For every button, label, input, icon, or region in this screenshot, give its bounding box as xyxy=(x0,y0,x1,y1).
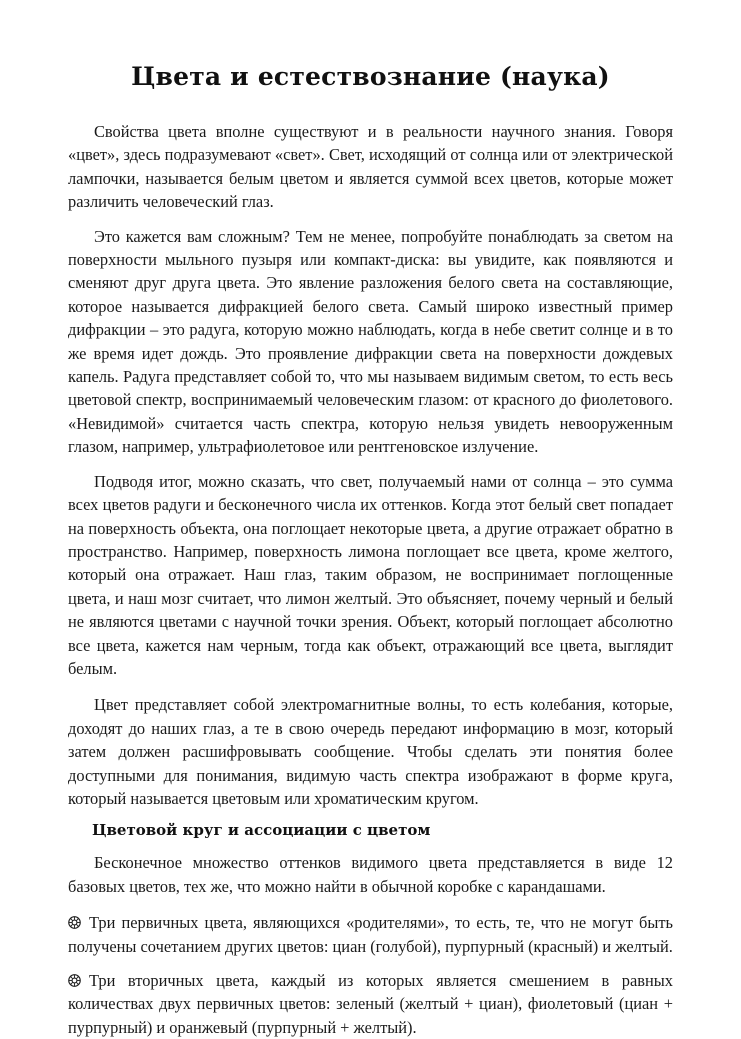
paragraph-1: Свойства цвета вполне существуют и в реальности научного знания. Говоря «цвет», здесь подразумевают «свет». Свет, исходящий от солнца или от электрической лампочки, называется белым цветом и является суммой всех цветов, которые может различить человеческий глаз. xyxy=(68,122,673,212)
paragraph-4: Цвет представляет собой электромагнитные волны, то есть колебания, которые, доходят до наших глаз, а те в свою очередь передают информацию в мозг, который затем должен расшифровывать сообщение. Чтобы сделать эти понятия более доступными для понимания, видимую часть спектра изображают в форме круга, который называется цветовым или хроматическим кругом. xyxy=(68,695,673,808)
page-title: Цвета и естествознание (наука) xyxy=(131,62,610,91)
bullet-item-1 xyxy=(68,911,673,958)
sun-flower-bullet-icon xyxy=(68,974,81,987)
paragraph-2: Это кажется вам сложным? Тем не менее, попробуйте понаблюдать за светом на поверхности мыльного пузыря или компакт-диска: вы увидите, как появляются и сменяют друг друга цвета. Это явление разложения белого света на составляющие, которое называется дифракцией белого света. Самый широко известный пример дифракции – это радуга, которую можно наблюдать, когда в небе светит солнце и в то же время идет дождь. Это проявление дифракции света на поверхности дождевых капель. Радуга представляет собой то, что мы называем видимым светом, то есть весь цветовой спектр, воспринимаемый человеческим глазом: от красного до фиолетового. «Невидимой» считается часть спектра, которую нельзя увидеть невооруженным глазом, например, ультрафиолетовое или рентгеновское излучение. xyxy=(68,226,673,457)
section-subheading: Цветовой круг и ассоциации с цветом xyxy=(92,821,431,840)
paragraph-5: Бесконечное множество оттенков видимого цвета представляется в виде 12 базовых цветов, тех же, что можно найти в обычной коробке с карандашами. xyxy=(68,853,673,896)
sun-flower-bullet-icon xyxy=(68,916,81,929)
bullet-item-2 xyxy=(68,969,673,1039)
paragraph-3: Подводя итог, можно сказать, что свет, получаемый нами от солнца – это сумма всех цветов радуги и бесконечного числа их оттенков. Когда этот белый свет попадает на поверхность объекта, она поглощает некоторые цвета, а другие отражает обратно в пространство. Например, поверхность лимона поглощает все цвета, кроме желтого, который она отражает. Наш глаз, таким образом, не воспринимает поглощенные цвета, и наш мозг считает, что лимон желтый. Это объясняет, почему черный и белый не являются цветами с научной точки зрения. Объект, который поглощает абсолютно все цвета, кажется нам черным, тогда как объект, отражающий все цвета, выглядит белым. xyxy=(68,471,673,678)
bullet-text-1: Три первичных цвета, являющихся «родителями», то есть, те, что не могут быть получены сочетанием других цветов: циан (голубой), пурпурный (красный) и желтый. xyxy=(68,913,673,956)
bullet-text-2: Три вторичных цвета, каждый из которых является смешением в равных количествах двух первичных цветов: зеленый (желтый + циан), фиолетовый (циан + пурпурный) и оранжевый (пурпурный + желтый). xyxy=(68,971,673,1037)
